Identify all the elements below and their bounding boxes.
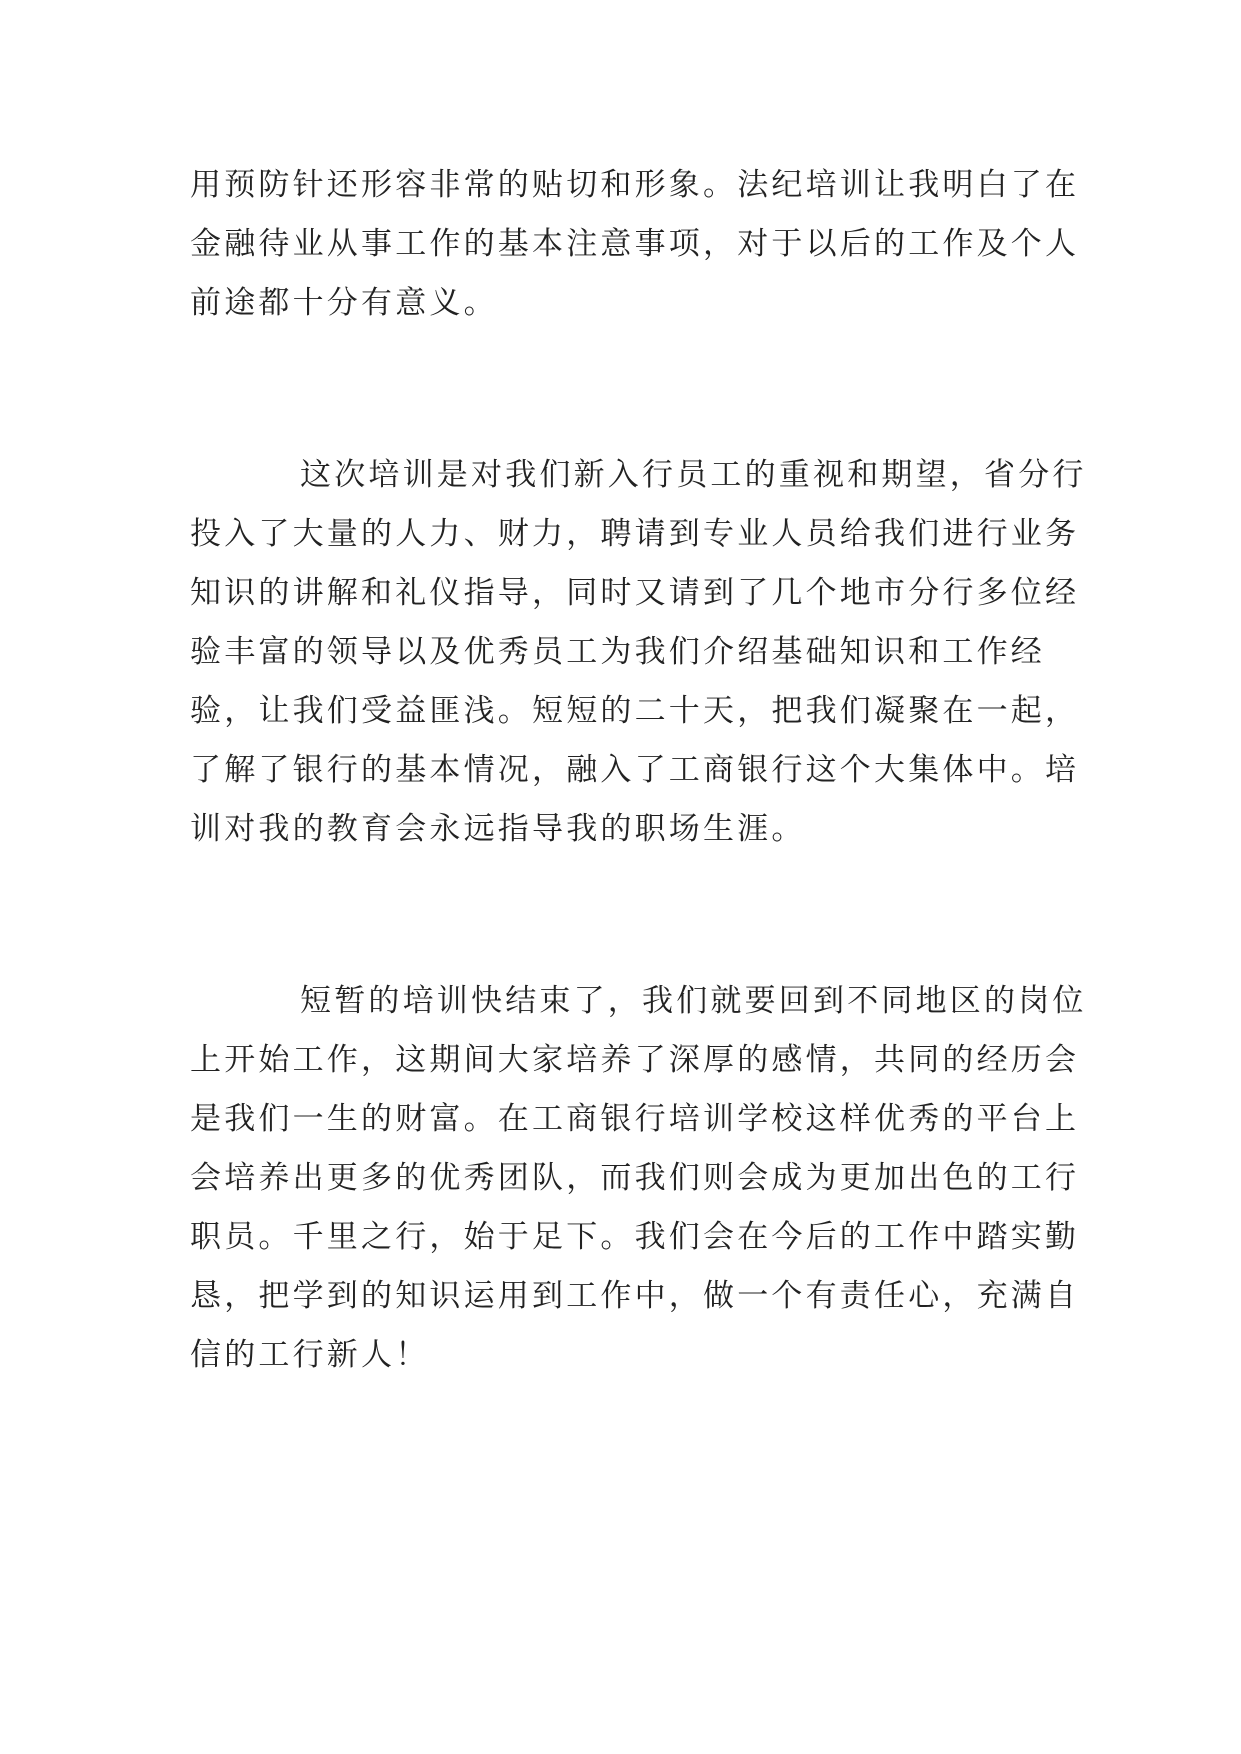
paragraph-3 bbox=[190, 972, 1087, 1385]
text-line: 训对我的教育会永远指导我的职场生涯。 bbox=[190, 811, 806, 847]
text-line: 是我们一生的财富。在工商银行培训学校这样优秀的平台上 bbox=[190, 1101, 1080, 1137]
text-line: 会培养出更多的优秀团队，而我们则会成为更加出色的工行 bbox=[190, 1160, 1080, 1196]
text-line: 验，让我们受益匪浅。短短的二十天，把我们凝聚在一起， bbox=[190, 693, 1080, 729]
text-line: 前途都十分有意义。 bbox=[190, 285, 498, 321]
text-line: 金融待业从事工作的基本注意事项，对于以后的工作及个人 bbox=[190, 226, 1080, 262]
text-line: 了解了银行的基本情况，融入了工商银行这个大集体中。培 bbox=[190, 752, 1080, 788]
text-line: 信的工行新人！ bbox=[190, 1337, 430, 1373]
text-line: 恳，把学到的知识运用到工作中，做一个有责任心，充满自 bbox=[190, 1278, 1080, 1314]
paragraph-2 bbox=[190, 446, 1087, 859]
paragraph-1 bbox=[190, 156, 1080, 333]
text-line: 知识的讲解和礼仪指导，同时又请到了几个地市分行多位经 bbox=[190, 575, 1080, 611]
text-line: 这次培训是对我们新入行员工的重视和期望，省分行 bbox=[300, 457, 1087, 493]
text-line: 投入了大量的人力、财力，聘请到专业人员给我们进行业务 bbox=[190, 516, 1080, 552]
text-line: 上开始工作，这期间大家培养了深厚的感情，共同的经历会 bbox=[190, 1042, 1080, 1078]
text-line: 职员。千里之行，始于足下。我们会在今后的工作中踏实勤 bbox=[190, 1219, 1080, 1255]
text-line: 验丰富的领导以及优秀员工为我们介绍基础知识和工作经 bbox=[190, 634, 1045, 670]
text-line: 用预防针还形容非常的贴切和形象。法纪培训让我明白了在 bbox=[190, 167, 1080, 203]
text-line: 短暂的培训快结束了，我们就要回到不同地区的岗位 bbox=[300, 983, 1087, 1019]
